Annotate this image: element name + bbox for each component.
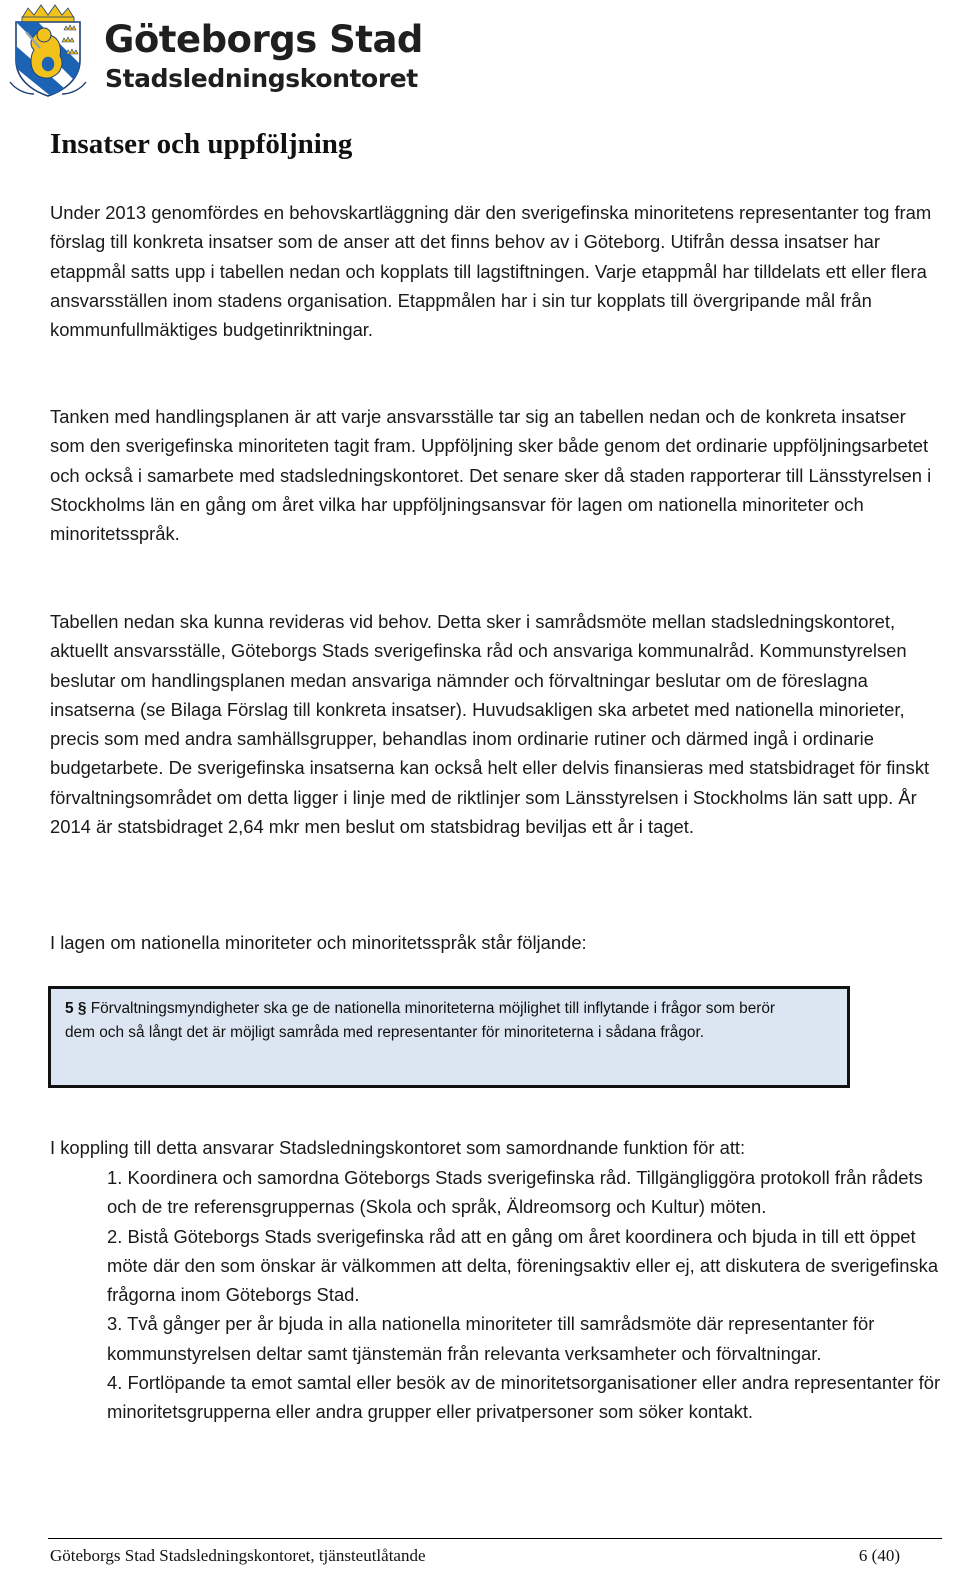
paragraph-list-intro: I koppling till detta ansvarar Stadsledningskontoret som samordnande funktion för att: <box>50 1137 746 1158</box>
paragraph-revision: Tabellen nedan ska kunna revideras vid behov. Detta sker i samrådsmöte mellan stadsledningskontoret, aktuellt ansvarsställe, Göteborgs Stads sverigefinska råd och ansvariga kommunalråd. Kommunstyrelsen beslutar om handlingsplanen medan ansvariga nämnder och förvaltningar beslutar om de föreslagna insatserna (se Bilaga Förslag till konkreta insatser). Huvudsakligen ska arbetet med nationella minorieter, precis som med andra samhällsgrupper, behandlas inom ordinarie rutiner och därmed ingå i ordinarie budgetarbete. De sverigefinska insatserna kan också helt eller delvis finansieras med statsbidraget för finskt förvaltningsområdet om detta ligger i linje med de riktlinjer som Länsstyrelsen i Stockholms län satt upp. År 2014 är statsbidraget 2,64 mkr men beslut om statsbidrag beviljas ett år i taget. <box>50 611 930 838</box>
footer-divider <box>48 1538 942 1539</box>
organization-name: Göteborgs Stad <box>104 18 423 61</box>
law-quote-box <box>48 986 850 1088</box>
paragraph-action-plan: Tanken med handlingsplanen är att varje ansvarsställe tar sig an tabellen nedan och de konkreta insatser som den sverigefinska minoriteten tagit fram. Uppföljning sker både genom det ordinarie uppföljningsarbetet och också i samarbete med stadsledningskontoret. Det senare sker då staden rapporterar till Länsstyrelsen i Stockholms län en gång om året vilka har uppföljningsansvar för lagen om nationella minoriteter och minoritetsspråk. <box>50 406 932 545</box>
list-item: 2. Bistå Göteborgs Stads sverigefinska råd att en gång om året koordinera och bjuda in till ett öppet möte där den som önskar är välkommen att delta, föreningsaktiv eller ej, att diskutera de sverigefinska frågorna inom Göteborgs Stad. <box>107 1225 939 1306</box>
organization-department: Stadsledningskontoret <box>105 64 418 93</box>
list-item: 4. Fortlöpande ta emot samtal eller besök av de minoritetsorganisationer eller andra representanter för minoritetsgrupperna eller andra grupper eller privatpersoner som söker kontakt. <box>107 1372 941 1423</box>
footer-document-label: Göteborgs Stad Stadsledningskontoret, tjänsteutlåtande <box>50 1546 426 1565</box>
law-section-text: Förvaltningsmyndigheter ska ge de nationella minoriteterna möjlighet till inflytande i frågor som berör dem och så långt det är möjligt samråda med representanter för minoriteterna i sådana frågor. <box>65 1000 776 1041</box>
page-title: Insatser och uppföljning <box>50 128 353 160</box>
paragraph-intro: Under 2013 genomfördes en behovskartläggning där den sverigefinska minoritetens representanter tog fram förslag till konkreta insatser som de anser att det finns behov av i Göteborg. Utifrån dessa insatser har etappmål satts upp i tabellen nedan och kopplats till lagstiftningen. Varje etappmål har tilldelats ett eller flera ansvarsställen inom stadens organisation. Etappmålen har i sin tur kopplats till övergripande mål från kommunfullmäktiges budgetinriktningar. <box>50 202 932 341</box>
paragraph-law-intro: I lagen om nationella minoriteter och minoritetsspråk står följande: <box>50 932 587 953</box>
page-header <box>4 2 424 98</box>
law-section-number: 5 § <box>65 1000 87 1017</box>
law-quote-text <box>65 997 805 1045</box>
responsibility-list <box>107 1163 942 1427</box>
list-item: 3. Två gånger per år bjuda in alla nationella minoriteter till samrådsmöte där representanter för kommunstyrelsen deltar samt tjänstemän från relevanta verksamheter och förvaltningar. <box>107 1313 875 1364</box>
list-item: 1. Koordinera och samordna Göteborgs Stads sverigefinska råd. Tillgängliggöra protokoll från rådets och de tre referensgruppernas (Skola och språk, Äldreomsorg och Kultur) möten. <box>107 1167 923 1218</box>
footer-page-number: 6 (40) <box>858 1546 900 1565</box>
city-coat-of-arms-icon <box>4 2 92 98</box>
